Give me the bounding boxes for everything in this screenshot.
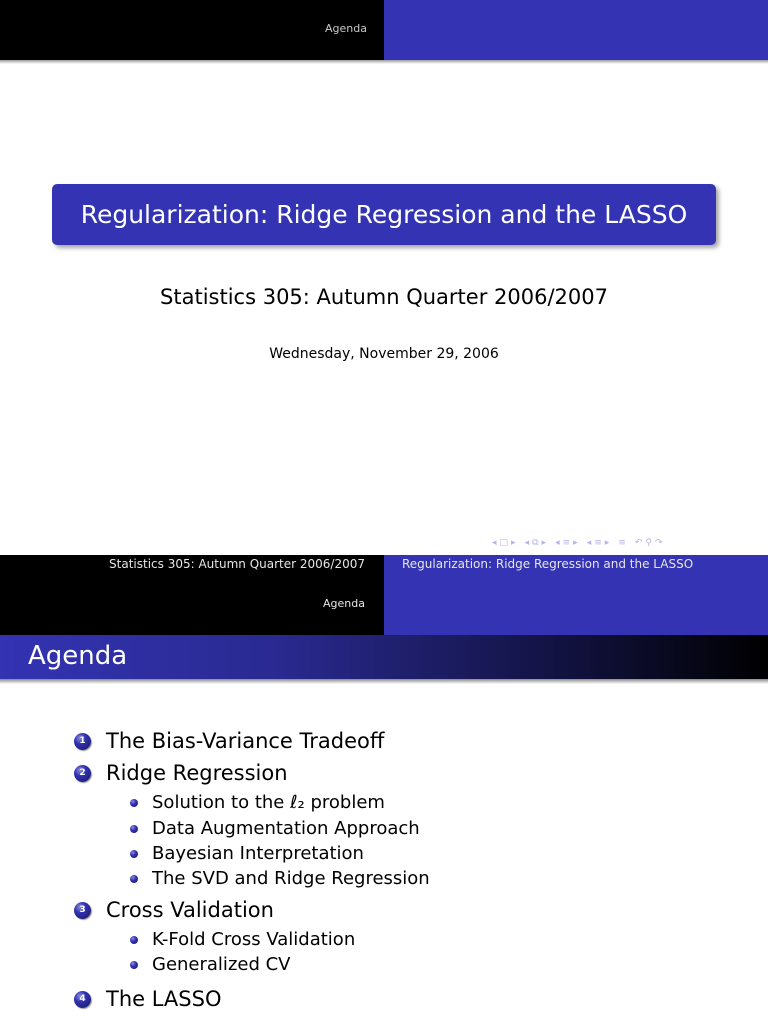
slide-icon[interactable]: □ — [499, 538, 509, 548]
agenda-subitem-label: The SVD and Ridge Regression — [152, 868, 430, 889]
slide1-section-label: Agenda — [325, 22, 367, 35]
presentation-date: Wednesday, November 29, 2006 — [269, 346, 499, 362]
slide1-header-right — [384, 0, 768, 60]
agenda-item — [74, 987, 221, 1011]
prev-section-icon[interactable]: ◂ — [586, 538, 592, 548]
agenda-subitem-label: K-Fold Cross Validation — [152, 929, 356, 950]
item-number-ball: 1 — [74, 733, 91, 750]
slide2-header-course: Statistics 305: Autumn Quarter 2006/2007 — [109, 557, 365, 571]
agenda-item-label: The Bias-Variance Tradeoff — [106, 729, 385, 753]
navigation-bar — [492, 536, 666, 550]
next-section-icon[interactable]: ▸ — [604, 538, 610, 548]
agenda-item-label: The LASSO — [106, 987, 222, 1011]
search-icon[interactable]: ⚲ — [645, 538, 652, 548]
undo-icon[interactable]: ↶ — [634, 538, 643, 548]
bullet-icon — [130, 799, 138, 807]
agenda-subitem-label: Generalized CV — [152, 954, 291, 975]
agenda-subitem — [130, 868, 430, 889]
agenda-item-label: Ridge Regression — [106, 761, 288, 785]
agenda-subitem — [130, 843, 364, 864]
agenda-item — [74, 898, 274, 922]
agenda-item-label: Cross Validation — [106, 898, 274, 922]
section-icon[interactable]: ≡ — [594, 538, 602, 548]
agenda-subitem — [130, 954, 291, 975]
item-number-ball: 2 — [74, 765, 91, 782]
next-slide-icon[interactable]: ▸ — [511, 538, 516, 548]
title-box — [52, 184, 716, 245]
slide2-section-label: Agenda — [323, 597, 365, 610]
frame-title: Agenda — [28, 641, 128, 671]
agenda-subitem-label: Data Augmentation Approach — [152, 818, 420, 839]
bullet-icon — [130, 936, 138, 944]
frame-title-shadow — [0, 679, 768, 684]
next-subsection-icon[interactable]: ▸ — [573, 538, 578, 548]
presentation-subtitle: Statistics 305: Autumn Quarter 2006/2007 — [160, 285, 608, 309]
subsection-icon[interactable]: ≡ — [562, 538, 571, 548]
frame-icon[interactable]: ⧉ — [532, 538, 539, 548]
agenda-subitem — [130, 929, 355, 950]
slide1-header-shadow — [0, 60, 768, 64]
agenda-subitem — [130, 792, 385, 813]
redo-icon[interactable]: ↷ — [654, 538, 663, 548]
prev-frame-icon[interactable]: ◂ — [524, 538, 530, 548]
bullet-icon — [130, 875, 138, 883]
item-number-ball: 3 — [74, 902, 91, 919]
bullet-icon — [130, 961, 138, 969]
prev-slide-icon[interactable]: ◂ — [492, 538, 497, 548]
toc-icon[interactable]: ≡ — [618, 538, 626, 548]
bullet-icon — [130, 850, 138, 858]
agenda-item — [74, 729, 384, 753]
presentation-title: Regularization: Ridge Regression and the LASSO — [80, 200, 688, 229]
agenda-subitem-label: Solution to the ℓ₂ problem — [152, 792, 385, 813]
next-frame-icon[interactable]: ▸ — [541, 538, 547, 548]
slide2-header-title: Regularization: Ridge Regression and the LASSO — [402, 557, 694, 571]
prev-subsection-icon[interactable]: ◂ — [555, 538, 560, 548]
agenda-subitem — [130, 818, 420, 839]
agenda-item — [74, 761, 288, 785]
bullet-icon — [130, 825, 138, 833]
agenda-subitem-label: Bayesian Interpretation — [152, 843, 364, 864]
item-number-ball: 4 — [74, 991, 91, 1008]
